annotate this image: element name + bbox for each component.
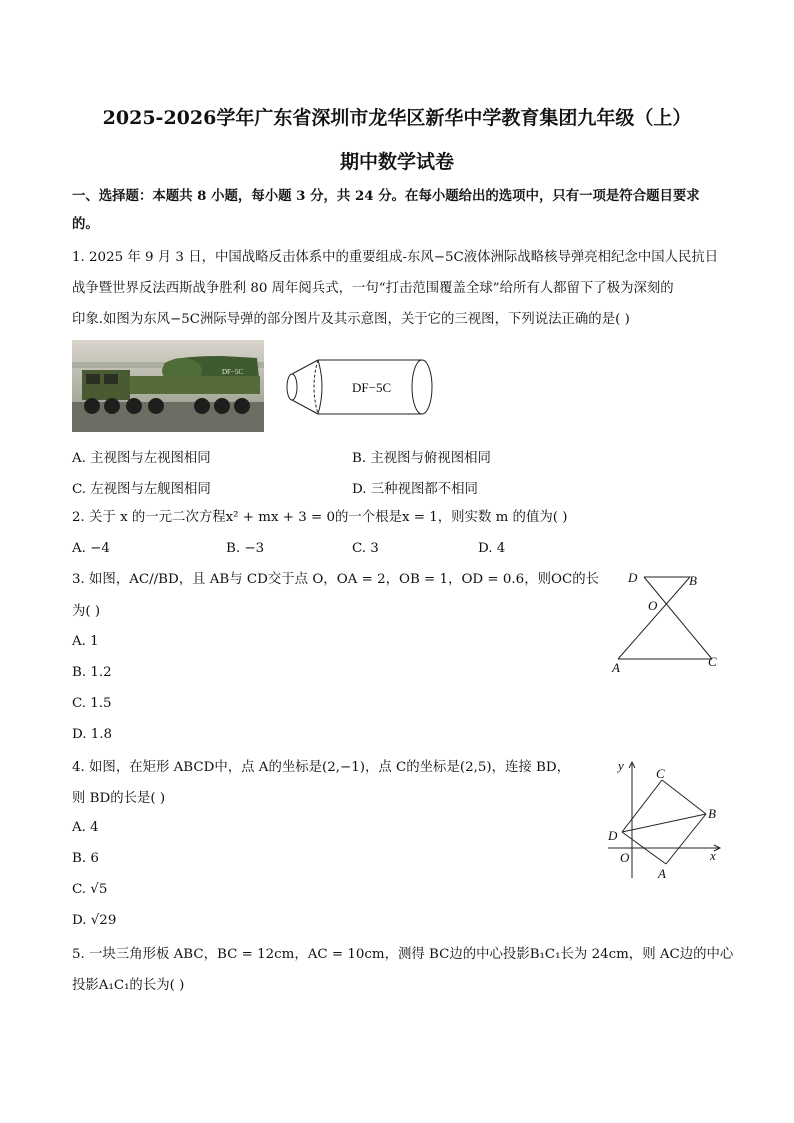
q3-option-d[interactable]: D. 1.8 [72, 727, 113, 742]
q4-option-a[interactable]: A. 4 [72, 820, 99, 835]
svg-text:x: x [710, 848, 716, 863]
svg-text:B: B [708, 806, 716, 821]
q3-option-a[interactable]: A. 1 [72, 634, 99, 649]
svg-text:y: y [618, 758, 624, 773]
q1-text-line2: 战争暨世界反法西斯战争胜利 80 周年阅兵式，一句“打击范围覆盖全球”给所有人都留下了极为深刻的 [72, 281, 674, 296]
q2-option-d[interactable]: D. 4 [478, 541, 506, 556]
q4-option-d[interactable]: D. √29 [72, 913, 117, 928]
q2-option-c[interactable]: C. 3 [352, 541, 379, 556]
svg-text:D: D [628, 570, 638, 585]
missile-truck-photo [72, 340, 264, 432]
truck-label: DF−5C [222, 368, 244, 376]
svg-text:B: B [689, 573, 697, 588]
q3-option-b[interactable]: B. 1.2 [72, 665, 112, 680]
q2-option-a[interactable]: A. −4 [72, 541, 110, 556]
section-heading-line2: 的。 [72, 216, 99, 232]
q1-option-d[interactable]: D. 三种视图都不相同 [352, 482, 478, 497]
svg-text:C: C [708, 654, 717, 669]
q1-option-b[interactable]: B. 主视图与俯视图相同 [352, 451, 491, 466]
q1-option-c[interactable]: C. 左视图与左舰图相同 [72, 482, 211, 497]
svg-text:C: C [656, 766, 665, 781]
paper-title-line1: 2025-2026学年广东省深圳市龙华区新华中学教育集团九年级（上） [102, 107, 692, 129]
paper-title-line2: 期中数学试卷 [339, 151, 454, 173]
q1-text-line3: 印象.如图为东风−5C洲际导弹的部分图片及其示意图，关于它的三视图，下列说法正确的是( ) [72, 312, 630, 327]
q4-figure [602, 756, 728, 882]
q2-option-b[interactable]: B. −3 [226, 541, 265, 556]
q4-text-line1: 4. 如图，在矩形 ABCD中，点 A的坐标是(2,−1)，点 C的坐标是(2,5)，连接 BD， [72, 760, 570, 775]
svg-text:D: D [608, 828, 618, 843]
q4-text-line2: 则 BD的长是( ) [72, 791, 166, 806]
svg-text:O: O [620, 850, 630, 865]
missile-label: DF−5C [352, 380, 392, 395]
svg-text:A: A [612, 660, 620, 675]
q4-option-b[interactable]: B. 6 [72, 851, 99, 866]
svg-text:O: O [648, 598, 658, 613]
q4-option-c[interactable]: C. √5 [72, 882, 108, 897]
q3-text-line1: 3. 如图，AC//BD，且 AB与 CD交于点 O，OA = 2，OB = 1，OD = 0.6，则OC的长 [72, 572, 599, 587]
missile-schematic [282, 354, 438, 420]
q3-option-c[interactable]: C. 1.5 [72, 696, 112, 711]
svg-text:A: A [658, 866, 666, 881]
q3-figure [604, 566, 724, 676]
q5-text-line1: 5. 一块三角形板 ABC，BC = 12cm，AC = 10cm，测得 BC边的中心投影B₁C₁长为 24cm，则 AC边的中心 [72, 947, 734, 962]
q1-text-line1: 1. 2025 年 9 月 3 日，中国战略反击体系中的重要组成-东风−5C液体洲际战略核导弹亮相纪念中国人民抗日 [72, 250, 719, 265]
q3-text-line2: 为( ) [72, 604, 101, 619]
q5-text-line2: 投影A₁C₁的长为( ) [72, 978, 185, 993]
section-heading-line1: 一、选择题：本题共 8 小题，每小题 3 分，共 24 分。在每小题给出的选项中，只有一项是符合题目要求 [72, 188, 700, 204]
q2-text: 2. 关于 x 的一元二次方程x² + mx + 3 = 0的一个根是x = 1，则实数 m 的值为( ) [72, 510, 568, 525]
q1-option-a[interactable]: A. 主视图与左视图相同 [72, 451, 211, 466]
